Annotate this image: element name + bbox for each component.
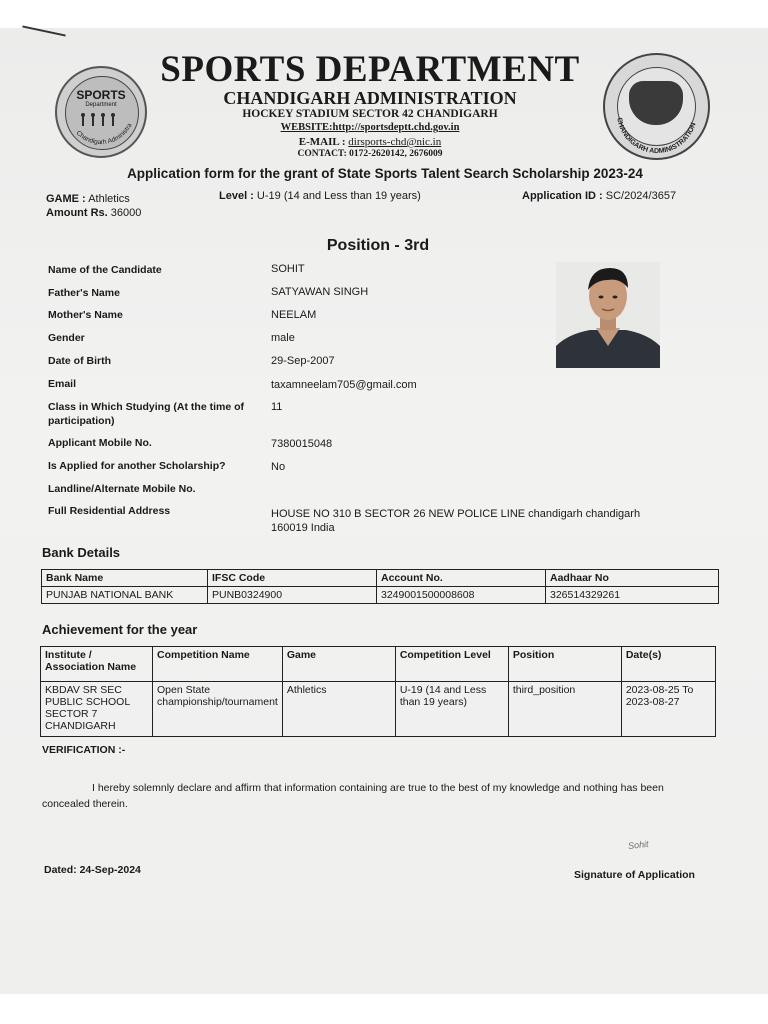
application-id-field: Application ID : SC/2024/3657 (522, 190, 677, 202)
label-other-scholarship: Is Applied for another Scholarship? (48, 460, 226, 472)
value-date-of-birth: 29-Sep-2007 (271, 355, 335, 367)
table-cell: PUNJAB NATIONAL BANK (42, 587, 208, 604)
value-address: HOUSE NO 310 B SECTOR 26 NEW POLICE LINE chandigarh chandigarh 160019 India (271, 508, 641, 534)
amount-field: Amount Rs. 36000 (46, 207, 142, 219)
achievement-title: Achievement for the year (42, 622, 198, 637)
value-gender: male (271, 332, 295, 344)
label-landline: Landline/Alternate Mobile No. (48, 483, 196, 495)
svg-text:Chandigarh Administration: Chandigarh Administra (74, 122, 134, 147)
dated-line: Dated: 24-Sep-2024 (44, 864, 141, 876)
label-address: Full Residential Address (48, 505, 171, 517)
label-mother-name: Mother's Name (48, 309, 123, 321)
label-candidate-name: Name of the Candidate (48, 264, 162, 276)
table-header: Competition Level (395, 647, 508, 682)
value-mobile: 7380015048 (271, 438, 333, 450)
table-header: Aadhaar No (546, 570, 719, 587)
verification-text: I hereby solemnly declare and affirm that information containing are true to the best of my knowledge and nothing has been concealed therein. (42, 782, 664, 810)
label-date-of-birth: Date of Birth (48, 355, 111, 367)
table-header: Date(s) (621, 647, 715, 682)
website-link[interactable]: WEBSITE:http://sportsdeptt.chd.gov.in (280, 122, 460, 133)
table-cell: third_position (508, 682, 621, 737)
table-header: IFSC Code (208, 570, 377, 587)
table-header-row (41, 647, 716, 682)
candidate-photo (556, 262, 660, 368)
bank-table (41, 569, 719, 604)
position-heading: Position - 3rd (326, 237, 430, 254)
svg-text:CHANDIGARH ADMINISTRATION: CHANDIGARH ADMINISTRATION (615, 117, 698, 156)
value-candidate-name: SOHIT (271, 263, 305, 275)
email-link[interactable]: dirsports-chd@nic.in (348, 136, 442, 148)
value-mother-name: NEELAM (271, 309, 317, 321)
value-class: 11 (271, 401, 283, 413)
contact-line: CONTACT: 0172-2620142, 2676009 (297, 149, 443, 159)
department-title: SPORTS DEPARTMENT (160, 49, 580, 90)
table-cell: Open State championship/tournament (153, 682, 283, 737)
table-header: Institute / Association Name (41, 647, 153, 682)
signature-label: Signature of Application (574, 869, 695, 881)
table-header: Account No. (377, 570, 546, 587)
table-cell: 2023-08-25 To 2023-08-27 (621, 682, 715, 737)
table-header-row (42, 570, 719, 587)
table-header: Competition Name (153, 647, 283, 682)
table-header: Game (282, 647, 395, 682)
label-mobile: Applicant Mobile No. (48, 437, 152, 449)
label-class: Class in Which Studying (At the time of participation) (48, 401, 245, 427)
administration-subtitle: CHANDIGARH ADMINISTRATION (223, 88, 517, 108)
value-other-scholarship: No (271, 461, 286, 473)
value-father-name: SATYAWAN SINGH (271, 286, 369, 298)
table-header: Position (508, 647, 621, 682)
table-cell: U-19 (14 and Less than 19 years) (395, 682, 508, 737)
table-row (41, 682, 716, 737)
table-cell: 3249001500008608 (377, 587, 546, 604)
label-father-name: Father's Name (48, 287, 120, 299)
table-cell: Athletics (282, 682, 395, 737)
label-gender: Gender (48, 332, 85, 344)
value-email: taxamneelam705@gmail.com (271, 379, 417, 391)
address-line: HOCKEY STADIUM SECTOR 42 CHANDIGARH (242, 108, 498, 120)
achievement-table (40, 646, 716, 737)
table-cell: KBDAV SR SEC PUBLIC SCHOOL SECTOR 7 CHANDIGARH (41, 682, 153, 737)
email-line: E-MAIL : dirsports-chd@nic.in (298, 136, 442, 148)
table-cell: 326514329261 (546, 587, 719, 604)
signature-scribble: Sohit (627, 838, 649, 852)
level-field: Level : U-19 (14 and Less than 19 years) (219, 190, 421, 202)
label-email: Email (48, 378, 77, 390)
game-field: GAME : Athletics (46, 193, 130, 205)
bank-details-title: Bank Details (42, 545, 121, 560)
sports-department-logo: SPORTS Department Chandigarh Administra (55, 66, 147, 158)
verification-title: VERIFICATION :- (42, 744, 126, 756)
table-row (42, 587, 719, 604)
form-heading: Application form for the grant of State Sports Talent Search Scholarship 2023-24 (127, 166, 643, 181)
table-header: Bank Name (42, 570, 208, 587)
table-cell: PUNB0324900 (208, 587, 377, 604)
